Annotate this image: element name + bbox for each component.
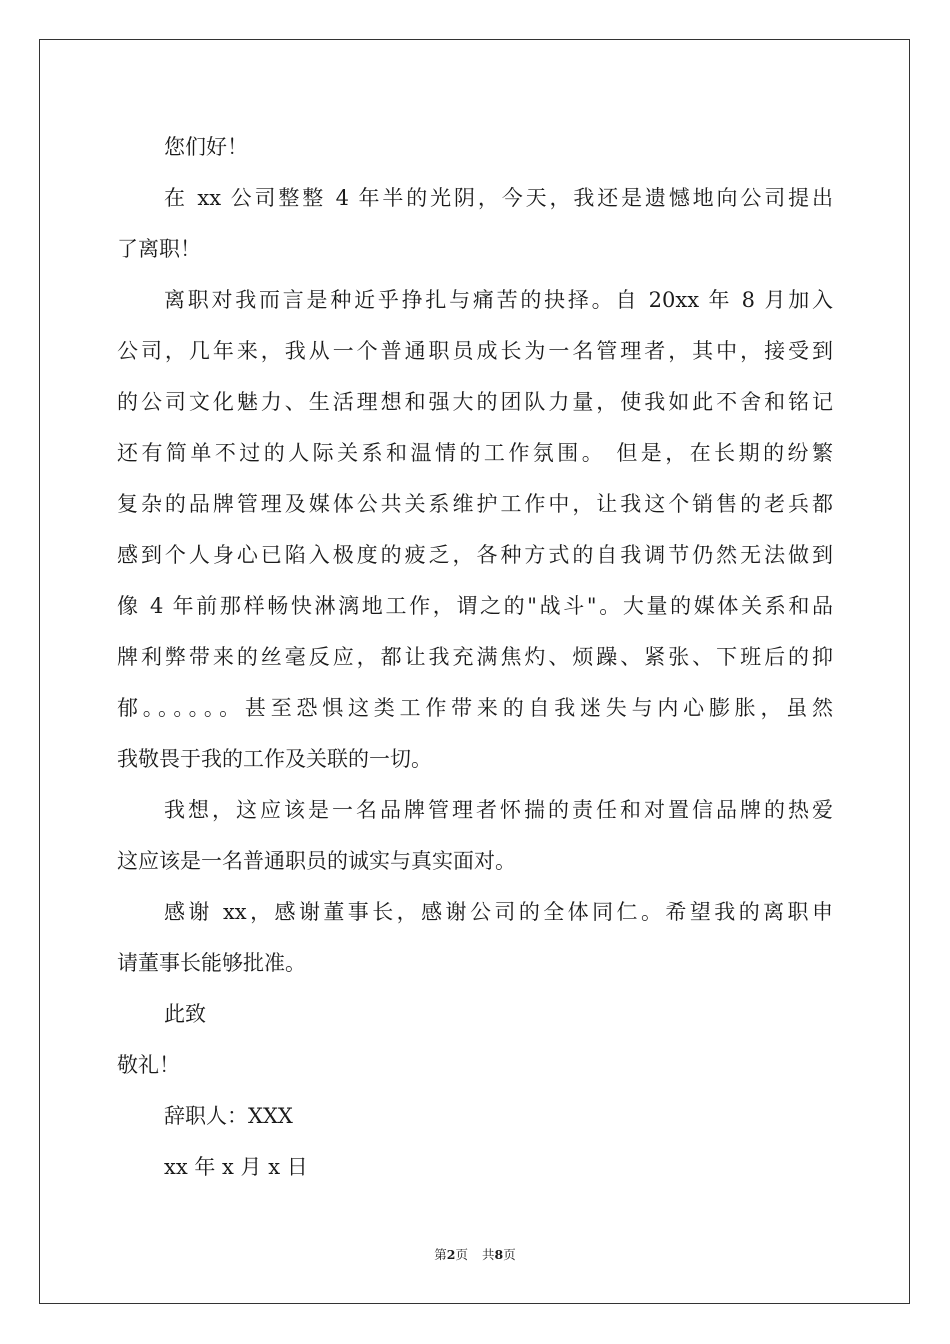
page-prefix: 第 bbox=[434, 1247, 447, 1262]
paragraph-2-line-7: 像 4 年前那样畅快淋漓地工作，谓之的"战斗"。大量的媒体关系和品 bbox=[117, 594, 833, 618]
total-pages: 8 bbox=[494, 1247, 504, 1262]
paragraph-2-line-2: 公司，几年来，我从一个普通职员成长为一名管理者，其中，接受到 bbox=[117, 339, 833, 363]
paragraph-3-line-1: 我想，这应该是一名品牌管理者怀揣的责任和对置信品牌的热爱 bbox=[164, 798, 833, 822]
total-suffix: 页 bbox=[503, 1247, 516, 1262]
salute: 敬礼！ bbox=[117, 1053, 180, 1077]
paragraph-4-line-2: 请董事长能够批准。 bbox=[117, 951, 306, 975]
greeting: 您们好！ bbox=[164, 135, 248, 159]
page-footer bbox=[0, 1246, 950, 1264]
paragraph-2-line-10: 我敬畏于我的工作及关联的一切。 bbox=[117, 747, 432, 771]
page-number: 2 bbox=[446, 1247, 456, 1262]
paragraph-2-line-8: 牌利弊带来的丝毫反应，都让我充满焦灼、烦躁、紧张、下班后的抑 bbox=[117, 645, 833, 669]
paragraph-2-line-6: 感到个人身心已陷入极度的疲乏，各种方式的自我调节仍然无法做到 bbox=[117, 543, 833, 567]
paragraph-3-line-2: 这应该是一名普通职员的诚实与真实面对。 bbox=[117, 849, 516, 873]
page-suffix: 页 bbox=[455, 1247, 468, 1262]
paragraph-2-line-5: 复杂的品牌管理及媒体公共关系维护工作中，让我这个销售的老兵都 bbox=[117, 492, 833, 516]
total-prefix: 共 bbox=[482, 1247, 495, 1262]
letter-body bbox=[117, 122, 833, 1193]
paragraph-1-line-1: 在 xx 公司整整 4 年半的光阴，今天，我还是遗憾地向公司提出 bbox=[164, 186, 833, 210]
signature: 辞职人：XXX bbox=[164, 1104, 293, 1128]
paragraph-2-line-1: 离职对我而言是种近乎挣扎与痛苦的抉择。自 20xx 年 8 月加入 bbox=[164, 288, 833, 312]
closing: 此致 bbox=[164, 1002, 206, 1026]
paragraph-2-line-3: 的公司文化魅力、生活理想和强大的团队力量，使我如此不舍和铭记 bbox=[117, 390, 833, 414]
paragraph-2-line-4: 还有简单不过的人际关系和温情的工作氛围。 但是，在长期的纷繁 bbox=[117, 441, 833, 465]
paragraph-4-line-1: 感谢 xx，感谢董事长，感谢公司的全体同仁。希望我的离职申 bbox=[164, 900, 833, 924]
date: xx 年 x 月 x 日 bbox=[164, 1155, 308, 1179]
paragraph-2-line-9: 郁。。。。。。甚至恐惧这类工作带来的自我迷失与内心膨胀，虽然 bbox=[117, 696, 833, 720]
paragraph-1-line-2: 了离职！ bbox=[117, 237, 201, 261]
